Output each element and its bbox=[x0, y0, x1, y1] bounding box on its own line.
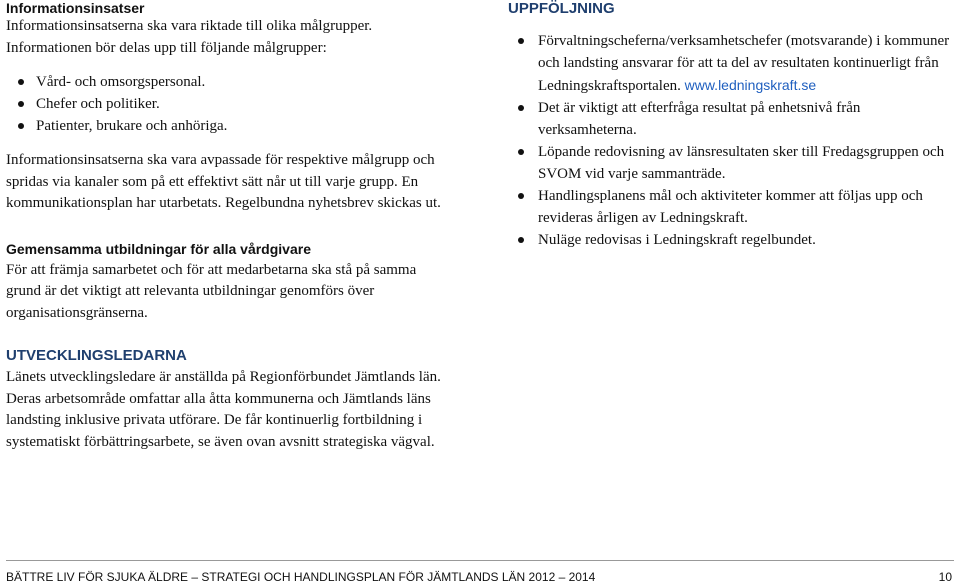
left-column bbox=[6, 0, 476, 453]
list-item bbox=[508, 30, 953, 97]
list-item: Handlingsplanens mål och aktiviteter kommer att följas upp och revideras årligen av Ledningskraft. bbox=[508, 185, 953, 229]
dev-leaders-body: Länets utvecklingsledare är anställda på Regionförbundet Jämtlands län. Deras arbetsområde omfattar alla åtta kommunerna och Jämtlands läns landsting inklusive privata utförare. De får kontinuerlig fortbildning i systematiskt förbättringsarbete, se även ovan avsnitt strategiska vägval. bbox=[6, 369, 441, 450]
info-body: Informationsinsatserna ska vara avpassade för respektive målgrupp och spridas via kanaler som på ett effektivt sätt når ut till varje grupp. En kommunikationsplan har utarbetats. Regelbundna nyhetsbrev skickas ut. bbox=[6, 152, 441, 211]
list-item: Chefer och politiker. bbox=[6, 93, 476, 115]
bullet-icon bbox=[518, 38, 524, 44]
bullet-icon bbox=[18, 101, 24, 107]
page-footer bbox=[6, 570, 952, 584]
info-intro-2: Informationen bör delas upp till följande målgrupper: bbox=[6, 39, 327, 56]
footer-title: BÄTTRE LIV FÖR SJUKA ÄLDRE – STRATEGI OCH HANDLINGSPLAN FÖR JÄMTLANDS LÄN 2012 – 2014 bbox=[6, 570, 596, 584]
list-item: Löpande redovisning av länsresultaten sker till Fredagsgruppen och SVOM vid varje sammanträde. bbox=[508, 141, 953, 185]
training-body: För att främja samarbetet och för att medarbetarna ska stå på samma grund är det viktigt att relevanta utbildningar genomförs över organisationsgränserna. bbox=[6, 261, 417, 321]
target-group-list bbox=[6, 71, 476, 137]
bullet-icon bbox=[518, 149, 524, 155]
bullet-icon bbox=[18, 123, 24, 129]
dev-leaders-heading: UTVECKLINGSLEDARNA bbox=[6, 347, 187, 364]
footer-divider bbox=[6, 560, 954, 561]
bullet-icon bbox=[518, 105, 524, 111]
list-item: Vård- och omsorgspersonal. bbox=[6, 71, 476, 93]
bullet-icon bbox=[18, 79, 24, 85]
list-item: Nuläge redovisas i Ledningskraft regelbundet. bbox=[508, 229, 953, 251]
info-intro-1: Informationsinsatserna ska vara riktade till olika målgrupper. bbox=[6, 18, 373, 34]
list-item: Patienter, brukare och anhöriga. bbox=[6, 115, 476, 137]
bullet-icon bbox=[518, 193, 524, 199]
list-item: Det är viktigt att efterfråga resultat på enhetsnivå från verksamheterna. bbox=[508, 97, 953, 141]
bullet-icon bbox=[518, 237, 524, 243]
followup-heading: UPPFÖLJNING bbox=[508, 0, 615, 17]
followup-item-text: Förvaltningscheferna/verksamhetschefer (motsvarande) i kommuner och landsting ansvarar för att ta del av resultaten kontinuerligt från Ledningskraftsportalen. bbox=[538, 33, 950, 94]
ledningskraft-link[interactable]: www.ledningskraft.se bbox=[684, 77, 817, 93]
right-column bbox=[508, 0, 953, 251]
info-heading: Informationsinsatser bbox=[6, 0, 145, 16]
followup-list bbox=[508, 30, 953, 251]
page-number: 10 bbox=[938, 570, 952, 584]
training-heading: Gemensamma utbildningar för alla vårdgivare bbox=[6, 240, 311, 257]
